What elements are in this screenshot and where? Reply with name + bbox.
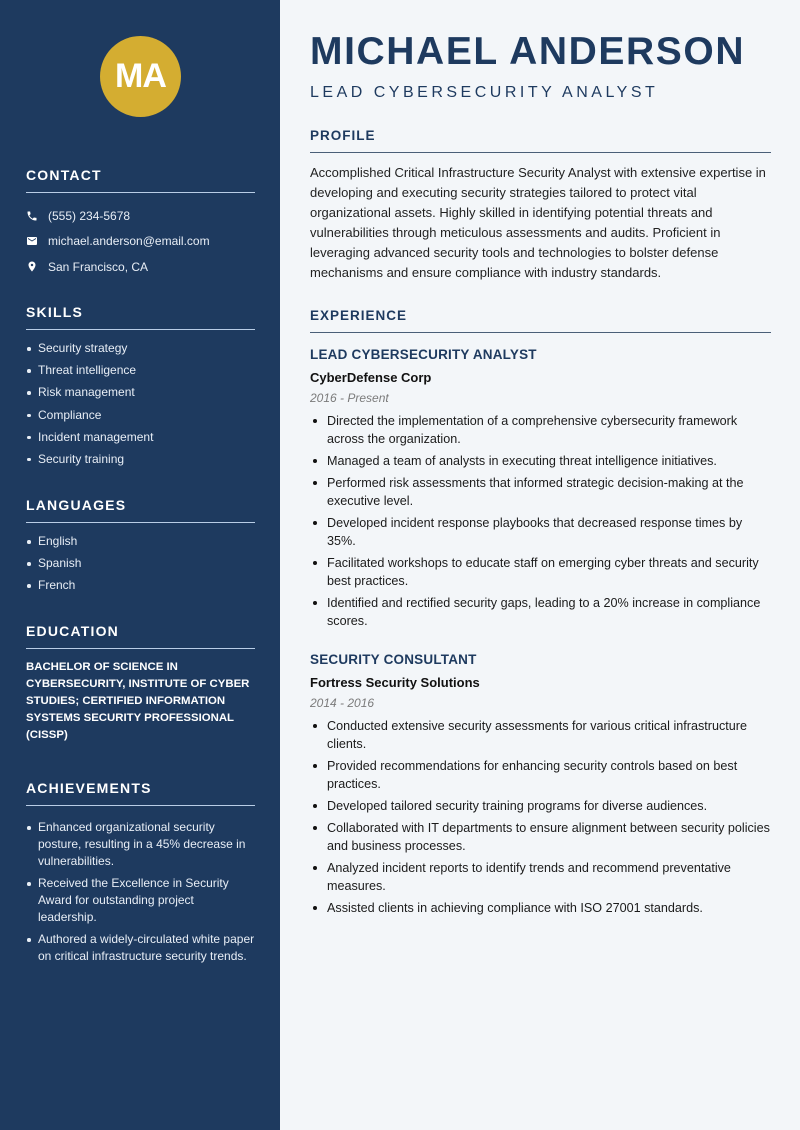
- achievement-item: Received the Excellence in Security Award for outstanding project leadership.: [26, 875, 255, 926]
- job-bullet: Provided recommendations for enhancing security controls based on best practices.: [310, 757, 771, 793]
- languages-list: [26, 533, 255, 594]
- job-bullet: Facilitated workshops to educate staff on emerging cyber threats and security best practices.: [310, 554, 771, 590]
- email-icon: [26, 235, 48, 247]
- skill-item: Incident management: [26, 429, 255, 446]
- job-bullet: Managed a team of analysts in executing threat intelligence initiatives.: [310, 452, 771, 470]
- job-company: CyberDefense Corp: [310, 370, 432, 385]
- job-bullet: Directed the implementation of a comprehensive cybersecurity framework across the organization.: [310, 412, 771, 448]
- phone-icon: [26, 210, 48, 222]
- email-text: michael.anderson@email.com: [48, 234, 210, 249]
- job-company: Fortress Security Solutions: [310, 675, 480, 690]
- skills-list: [26, 340, 255, 468]
- achievements-heading: ACHIEVEMENTS: [26, 780, 255, 806]
- candidate-headline: LEAD CYBERSECURITY ANALYST: [310, 84, 659, 101]
- job-bullet: Developed tailored security training programs for diverse audiences.: [310, 797, 771, 815]
- job-title: LEAD CYBERSECURITY ANALYST: [310, 347, 537, 362]
- sidebar: [0, 0, 280, 1130]
- languages-section: [26, 497, 255, 600]
- candidate-name: MICHAEL ANDERSON: [310, 30, 746, 73]
- job-entry: [310, 346, 771, 634]
- languages-heading: LANGUAGES: [26, 497, 255, 523]
- job-bullet: Analyzed incident reports to identify trends and recommend preventative measures.: [310, 859, 771, 895]
- language-item: English: [26, 533, 255, 550]
- job-bullet: Collaborated with IT departments to ensure alignment between security policies and business processes.: [310, 819, 771, 855]
- avatar: [100, 36, 181, 117]
- job-bullets: [310, 412, 771, 630]
- language-item: French: [26, 577, 255, 594]
- job-bullet: Developed incident response playbooks that decreased response times by 35%.: [310, 514, 771, 550]
- achievement-item: Enhanced organizational security posture, resulting in a 45% decrease in vulnerabilities.: [26, 819, 255, 870]
- achievements-section: [26, 780, 255, 970]
- achievements-list: [26, 819, 255, 965]
- skills-heading: SKILLS: [26, 304, 255, 330]
- avatar-initials: MA: [115, 57, 166, 95]
- skill-item: Risk management: [26, 384, 255, 401]
- location-text: San Francisco, CA: [48, 259, 149, 274]
- job-bullet: Performed risk assessments that informed strategic decision-making at the executive level.: [310, 474, 771, 510]
- achievement-item: Authored a widely-circulated white paper on critical infrastructure security trends.: [26, 931, 255, 965]
- contact-email: [26, 229, 255, 255]
- job-dates: 2016 - Present: [310, 391, 389, 405]
- job-entry: [310, 651, 771, 921]
- job-bullets: [310, 717, 771, 917]
- contact-phone: [26, 203, 255, 229]
- education-section: [26, 623, 255, 744]
- language-item: Spanish: [26, 555, 255, 572]
- skill-item: Security training: [26, 451, 255, 468]
- skills-section: [26, 304, 255, 473]
- job-dates: 2014 - 2016: [310, 696, 375, 710]
- skill-item: Threat intelligence: [26, 362, 255, 379]
- experience-heading: EXPERIENCE: [310, 308, 771, 333]
- job-bullet: Identified and rectified security gaps, leading to a 20% increase in compliance scores.: [310, 594, 771, 630]
- contact-section: [26, 167, 255, 280]
- job-title: SECURITY CONSULTANT: [310, 652, 477, 667]
- job-bullet: Assisted clients in achieving compliance with ISO 27001 standards.: [310, 899, 771, 917]
- phone-text: (555) 234-5678: [48, 208, 131, 223]
- education-heading: EDUCATION: [26, 623, 255, 649]
- contact-location: [26, 254, 255, 280]
- location-pin-icon: [26, 260, 48, 273]
- education-text: BACHELOR OF SCIENCE IN CYBERSECURITY, INSTITUTE OF CYBER STUDIES; CERTIFIED INFORMATION SYSTEMS SECURITY PROFESSIONAL (CISSP): [26, 661, 250, 741]
- profile-heading: PROFILE: [310, 128, 771, 153]
- skill-item: Security strategy: [26, 340, 255, 357]
- contact-heading: CONTACT: [26, 167, 255, 193]
- job-bullet: Conducted extensive security assessments for various critical infrastructure clients.: [310, 717, 771, 753]
- skill-item: Compliance: [26, 407, 255, 424]
- profile-text: Accomplished Critical Infrastructure Security Analyst with extensive expertise in developing and executing security strategies tailored to protect vital organizational assets. Highly skilled in identifying potential threats and vulnerabilities through meticulous assessments and audits. Proficient in leveraging advanced security tools and technologies to bolster defense mechanisms and ensure compliance with industry standards.: [310, 165, 766, 280]
